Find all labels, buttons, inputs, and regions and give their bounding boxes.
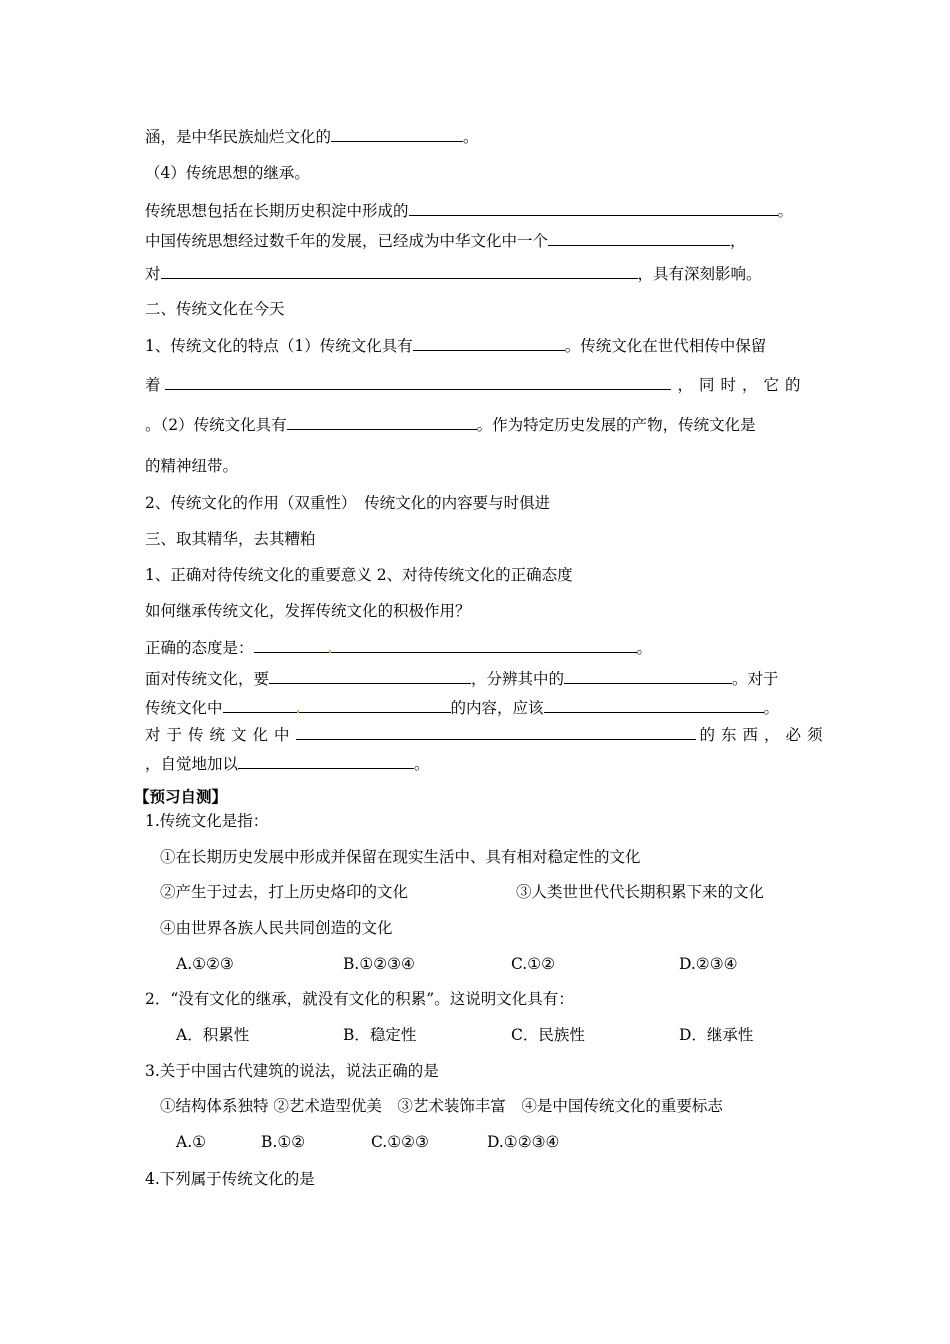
answer-choice[interactable]: D．继承性 (679, 1026, 754, 1044)
fill-blank[interactable] (254, 637, 329, 653)
fill-blank[interactable] (548, 230, 730, 246)
fill-blank[interactable] (409, 200, 778, 216)
question-option: ②产生于过去，打上历史烙印的文化 (160, 883, 409, 901)
section-heading: 三、取其精华，去其糟粕 (145, 530, 316, 548)
fill-blank[interactable] (544, 697, 764, 713)
answer-choice[interactable]: B.①② (261, 1133, 306, 1151)
fill-blank[interactable] (413, 335, 565, 351)
question-stem: 4.下列属于传统文化的是 (145, 1170, 315, 1188)
text-line: 的精神纽带。 (145, 457, 239, 475)
text-line: 如何继承传统文化，发挥传统文化的积极作用？ (145, 602, 471, 620)
fill-blank[interactable] (331, 126, 463, 142)
fill-blank[interactable] (223, 697, 297, 713)
answer-choice[interactable]: C.①② (511, 955, 556, 973)
answer-choice[interactable]: A.①②③ (176, 955, 234, 973)
text-line: 涵，是中华民族灿烂文化的 。 (145, 128, 479, 146)
fill-blank[interactable] (165, 374, 671, 390)
subheading: （4）传统思想的继承。 (145, 164, 310, 182)
answer-choice[interactable]: B.①②③④ (343, 955, 415, 973)
text-line: 传统思想包括在长期历史积淀中形成的 。 (145, 202, 794, 220)
answer-choice[interactable]: D.①②③④ (487, 1133, 560, 1151)
answer-choice[interactable]: A.① (176, 1133, 207, 1151)
text-line: 对 ，具有深刻影响。 (145, 265, 762, 283)
answer-choice[interactable]: C.①②③ (371, 1133, 429, 1151)
text-line: 。（2）传统文化具有 。作为特定历史发展的产物，传统文化是 (145, 416, 756, 434)
fill-blank[interactable] (564, 668, 732, 684)
question-option: ①在长期历史发展中形成并保留在现实生活中、具有相对稳定性的文化 (160, 848, 641, 866)
fill-blank[interactable] (296, 724, 696, 740)
fill-blank[interactable] (299, 697, 451, 713)
section-title: 【预习自测】 (134, 788, 228, 806)
fill-blank[interactable] (161, 263, 638, 279)
answer-choice[interactable]: A．积累性 (176, 1026, 250, 1044)
question-stem: 1.传统文化是指： (145, 812, 269, 830)
text-line: 2、传统文化的作用（双重性） 传统文化的内容要与时俱进 (145, 494, 551, 512)
question-stem: 2．“没有文化的继承，就没有文化的积累”。这说明文化具有： (145, 990, 574, 1008)
question-option: ③人类世世代代长期积累下来的文化 (516, 883, 765, 901)
answer-choice[interactable]: D.②③④ (679, 955, 738, 973)
answer-choice[interactable]: C．民族性 (511, 1026, 585, 1044)
text-line: 1、传统文化的特点（1）传统文化具有 。传统文化在世代相传中保留 (145, 337, 767, 355)
question-option: ④由世界各族人民共同创造的文化 (160, 919, 393, 937)
answer-choice[interactable]: B．稳定性 (343, 1026, 417, 1044)
text-line: 着 ，同时，它的 (145, 376, 807, 394)
text-line: 面对传统文化，要 ，分辨其中的 。对于 (145, 670, 779, 688)
fill-blank[interactable] (287, 414, 477, 430)
text-line: 1、正确对待传统文化的重要意义 2、对待传统文化的正确态度 (145, 566, 573, 584)
question-stem: 3.关于中国古代建筑的说法，说法正确的是 (145, 1062, 439, 1080)
text-line: 正确的态度是： 。 (145, 639, 653, 657)
fill-blank[interactable] (238, 753, 414, 769)
text-line: 中国传统思想经过数千年的发展，已经成为中华文化中一个 ， (145, 232, 746, 250)
section-heading: 二、传统文化在今天 (145, 300, 285, 318)
text-line: 对于传统文化中 的东西，必须 (145, 726, 829, 744)
fill-blank[interactable] (269, 668, 471, 684)
fill-blank[interactable] (331, 637, 637, 653)
question-option: ①结构体系独特 ②艺术造型优美 ③艺术装饰丰富 ④是中国传统文化的重要标志 (160, 1097, 723, 1115)
text-line: ，自觉地加以 。 (145, 755, 430, 773)
text-line: 传统文化中 的内容，应该 。 (145, 699, 780, 717)
